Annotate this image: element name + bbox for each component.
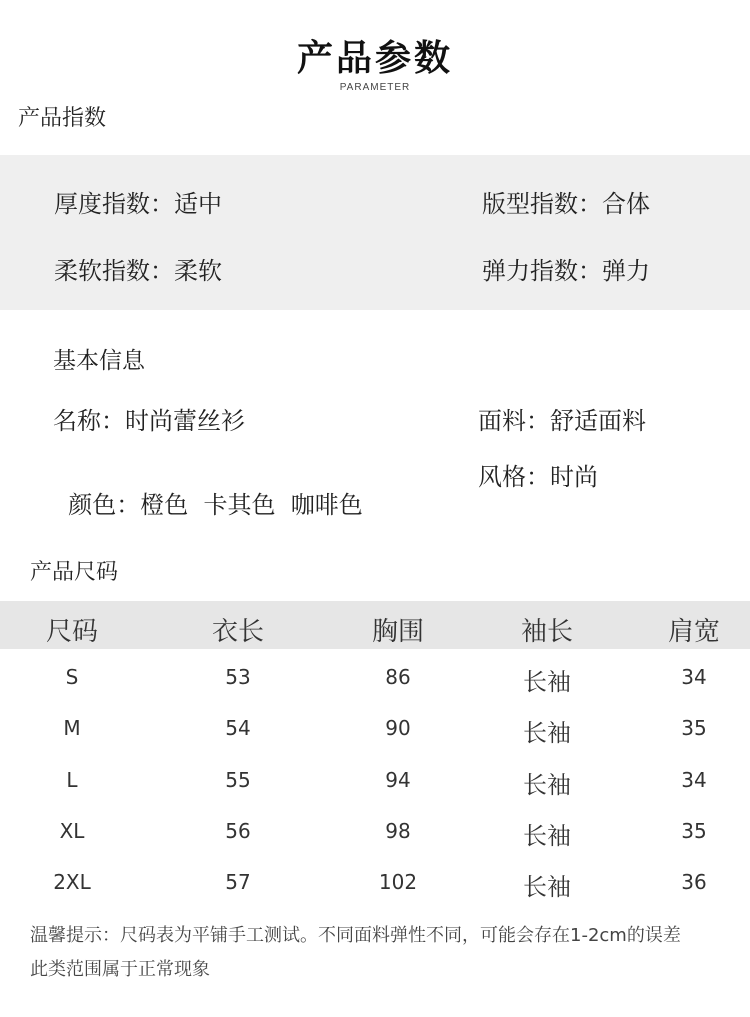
cell-chest: 98 xyxy=(385,819,411,843)
cell-chest: 94 xyxy=(385,768,411,792)
cell-sleeve: 长袖 xyxy=(523,822,571,850)
cell-size: L xyxy=(66,768,78,792)
cell-length: 54 xyxy=(225,716,251,740)
info-item-key: 面料 xyxy=(478,407,526,435)
note-line-1: 温馨提示：尺码表为平铺手工测试。不同面料弹性不同，可能会存在1-2cm的误差 xyxy=(30,925,681,946)
index-item-name: 弹力指数 xyxy=(482,257,578,285)
table-row xyxy=(0,716,750,746)
index-item-fit xyxy=(482,184,650,219)
table-row xyxy=(0,819,750,849)
info-item-name xyxy=(53,401,245,436)
table-row xyxy=(0,768,750,798)
cell-shoulder: 35 xyxy=(681,819,707,843)
index-section-label: 产品指数 xyxy=(18,106,107,131)
info-item-color xyxy=(53,457,363,520)
header-shoulder: 肩宽 xyxy=(667,617,720,647)
basic-info-label: 基本信息 xyxy=(53,348,145,374)
cell-sleeve: 长袖 xyxy=(523,719,571,747)
info-item-key: 名称 xyxy=(53,407,101,435)
table-row xyxy=(0,665,750,695)
page-title: 产品参数 xyxy=(296,38,453,79)
cell-sleeve: 长袖 xyxy=(523,668,571,696)
info-item-key: 颜色 xyxy=(68,491,117,519)
note-line-2: 此类范围属于正常现象 xyxy=(30,959,210,980)
colon: ： xyxy=(101,407,125,435)
cell-length: 57 xyxy=(225,870,251,894)
cell-chest: 86 xyxy=(385,665,411,689)
index-item-elasticity xyxy=(482,251,650,286)
cell-size: M xyxy=(63,716,81,740)
header-length: 衣长 xyxy=(211,617,264,647)
index-item-softness xyxy=(54,251,222,286)
size-note xyxy=(30,919,730,987)
cell-shoulder: 35 xyxy=(681,716,707,740)
index-band xyxy=(0,155,750,310)
index-item-value: 柔软 xyxy=(174,257,222,285)
index-item-name: 版型指数 xyxy=(482,190,578,218)
index-item-name: 柔软指数 xyxy=(54,257,150,285)
cell-shoulder: 34 xyxy=(681,665,707,689)
cell-chest: 90 xyxy=(385,716,411,740)
colon: ： xyxy=(150,190,174,218)
colon: ： xyxy=(578,190,602,218)
cell-size: 2XL xyxy=(53,870,91,894)
info-item-value: 橙色 卡其色 咖啡色 xyxy=(140,491,363,519)
cell-length: 56 xyxy=(225,819,251,843)
colon: ： xyxy=(526,463,550,491)
info-item-fabric xyxy=(478,401,646,436)
index-item-name: 厚度指数 xyxy=(54,190,150,218)
size-table-header xyxy=(0,601,750,649)
table-row xyxy=(0,870,750,900)
index-item-value: 适中 xyxy=(174,190,222,218)
index-item-thickness xyxy=(54,184,222,219)
cell-shoulder: 34 xyxy=(681,768,707,792)
index-item-value: 弹力 xyxy=(602,257,650,285)
colon: ： xyxy=(116,491,141,519)
cell-shoulder: 36 xyxy=(681,870,707,894)
cell-length: 55 xyxy=(225,768,251,792)
colon: ： xyxy=(150,257,174,285)
cell-sleeve: 长袖 xyxy=(523,873,571,901)
index-item-value: 合体 xyxy=(602,190,650,218)
cell-sleeve: 长袖 xyxy=(523,771,571,799)
info-item-value: 舒适面料 xyxy=(550,407,646,435)
colon: ： xyxy=(526,407,550,435)
info-item-style xyxy=(478,457,598,492)
page-subtitle: PARAMETER xyxy=(339,82,411,93)
info-item-value: 时尚 xyxy=(550,463,598,491)
info-item-value: 时尚蕾丝衫 xyxy=(125,407,245,435)
cell-size: XL xyxy=(59,819,85,843)
header-sleeve: 袖长 xyxy=(520,617,573,647)
size-table-body xyxy=(0,649,750,909)
size-section-label: 产品尺码 xyxy=(30,560,119,585)
colon: ： xyxy=(578,257,602,285)
header-size: 尺码 xyxy=(45,617,98,647)
header-chest: 胸围 xyxy=(371,617,424,647)
cell-length: 53 xyxy=(225,665,251,689)
info-item-key: 风格 xyxy=(478,463,526,491)
cell-chest: 102 xyxy=(378,870,418,894)
cell-size: S xyxy=(65,665,79,689)
